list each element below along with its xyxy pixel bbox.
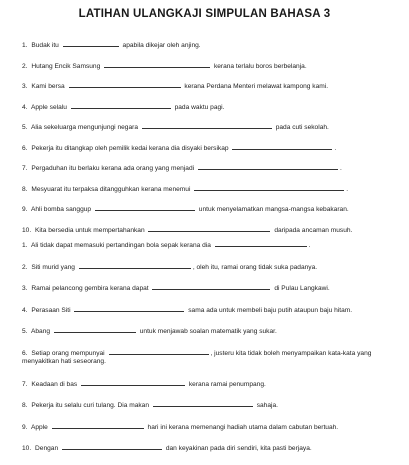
answer-blank[interactable] — [153, 400, 253, 407]
question-text-before: Mesyuarat itu terpaksa ditangguhkan kerana menemui — [31, 185, 191, 193]
question-text-after: kerana ramai penumpang. — [188, 380, 266, 388]
question-text-after: hari ini kerana memenangi hadiah utama dalam cabutan bertuah. — [147, 423, 339, 431]
answer-blank[interactable] — [79, 262, 191, 269]
question-text-after: pada cuti sekolah. — [275, 124, 329, 131]
question-text-before: Kami bersa — [31, 83, 65, 90]
question-number: 9. — [22, 423, 28, 431]
question-text-after: daripada ancaman musuh. — [274, 226, 353, 234]
question-number: 6. — [22, 144, 28, 152]
answer-blank[interactable] — [69, 81, 181, 88]
answer-blank[interactable] — [232, 143, 332, 150]
question-number: 7. — [22, 380, 28, 388]
question-number: 2. — [22, 263, 28, 271]
question-number: 5. — [22, 124, 28, 131]
question-item — [22, 262, 394, 284]
question-text-before: Abang — [30, 328, 51, 335]
answer-blank[interactable] — [62, 443, 162, 450]
question-text-after: . — [308, 242, 311, 249]
answer-blank[interactable] — [142, 122, 272, 129]
question-number: 8. — [22, 185, 28, 193]
question-list-part-1 — [22, 40, 394, 245]
question-item — [22, 143, 394, 164]
answer-blank[interactable] — [81, 379, 185, 386]
question-text-after: . — [339, 165, 342, 172]
question-text-after: dan keyakinan pada diri sendiri, kita pasti berjaya. — [165, 445, 312, 452]
question-item — [22, 422, 394, 444]
question-text-before: Apple — [30, 423, 48, 431]
question-text-before: Setiap orang mempunyai — [31, 349, 105, 357]
question-text-after: pada waktu pagi. — [174, 103, 225, 111]
question-item — [22, 326, 394, 348]
question-text-before: Ali tidak dapat memasuki pertandingan bola sepak kerana dia — [30, 242, 211, 249]
question-item — [22, 122, 394, 143]
answer-blank[interactable] — [74, 305, 184, 312]
answer-blank[interactable] — [215, 240, 307, 247]
question-text-after: , oleh itu, ramai orang tidak suka padanya. — [192, 263, 318, 271]
answer-blank[interactable] — [152, 283, 270, 290]
question-text-after: kerana Perdana Menteri melawat kampong kami. — [184, 83, 329, 90]
question-item — [22, 102, 394, 123]
question-text-before: Pergaduhan itu berlaku kerana ada orang yang menjadi — [31, 165, 195, 172]
question-number: 9. — [22, 206, 28, 213]
question-item — [22, 240, 394, 262]
answer-blank[interactable] — [194, 184, 344, 191]
answer-blank[interactable] — [198, 163, 338, 170]
question-text-after: sahaja. — [256, 402, 278, 409]
question-text-before: Hutang Encik Samsung — [31, 62, 101, 70]
answer-blank[interactable] — [95, 204, 195, 211]
question-number: 10. — [22, 226, 32, 234]
worksheet-title: LATIHAN ULANGKAJI SIMPULAN BAHASA 3 — [78, 8, 331, 20]
question-text-before: Alia sekeluarga mengunjungi negara — [30, 124, 139, 131]
question-text-after: . — [346, 185, 349, 193]
question-number: 6. — [22, 349, 28, 357]
question-number: 4. — [22, 306, 28, 314]
question-text-before: Apple selalu — [30, 103, 67, 111]
question-item — [22, 163, 394, 184]
question-item — [22, 204, 394, 225]
answer-blank[interactable] — [104, 61, 210, 68]
question-item — [22, 348, 394, 379]
question-number: 1. — [22, 242, 28, 249]
question-number: 7. — [22, 165, 28, 172]
question-number: 2. — [22, 62, 28, 70]
question-number: 5. — [22, 328, 28, 335]
question-text-after: kerana terlalu boros berbelanja. — [213, 62, 307, 70]
question-text-before: Keadaan di bas — [31, 380, 78, 388]
question-item — [22, 305, 394, 327]
question-item — [22, 61, 394, 82]
question-item — [22, 81, 394, 102]
question-text-after: untuk menyelamatkan mangsa-mangsa kebakaran. — [198, 206, 349, 213]
question-text-after: di Pulau Langkawi. — [274, 285, 330, 292]
question-item — [22, 283, 394, 305]
question-text-before: Dengan — [35, 445, 59, 452]
answer-blank[interactable] — [148, 225, 270, 232]
question-text-after: apabila dikejar oleh anjing. — [122, 42, 201, 49]
question-number: 10. — [22, 445, 32, 452]
question-item — [22, 184, 394, 205]
answer-blank[interactable] — [52, 422, 144, 429]
question-number: 8. — [22, 402, 28, 409]
question-item — [22, 40, 394, 61]
question-list-part-2 — [22, 240, 394, 465]
question-item — [22, 400, 394, 422]
question-number: 4. — [22, 103, 28, 111]
question-item — [22, 443, 394, 465]
answer-blank[interactable] — [109, 348, 209, 355]
question-number: 3. — [22, 285, 28, 292]
answer-blank[interactable] — [63, 40, 119, 47]
question-number: 1. — [22, 42, 28, 49]
question-text-after: sama ada untuk membeli baju putih ataupun baju hitam. — [188, 306, 353, 314]
question-text-after: , justeru kita tidak boleh menyampaikan kata-kata yang menyakitkan hati seseorang. — [22, 349, 372, 365]
question-item — [22, 379, 394, 401]
question-text-before: Siti murid yang — [31, 263, 75, 271]
question-text-before: Kita bersedia untuk mempertahankan — [35, 226, 145, 234]
answer-blank[interactable] — [54, 326, 136, 333]
question-text-before: Budak itu — [31, 42, 59, 49]
question-text-before: Pekerja itu selalu curi tulang. Dia makan — [31, 402, 149, 409]
question-text-before: Pekerja itu ditangkap oleh pemilik kedai kerana dia disyaki bersikap — [31, 144, 229, 152]
question-text-before: Ramai pelancong gembira kerana dapat — [31, 285, 149, 292]
question-text-before: Perasaan Siti — [31, 306, 71, 314]
question-text-before: Ahli bomba sanggup — [30, 206, 92, 213]
question-text-after: . — [334, 144, 337, 152]
question-text-after: untuk menjawab soalan matematik yang sukar. — [139, 328, 277, 335]
question-number: 3. — [22, 83, 28, 90]
answer-blank[interactable] — [71, 102, 171, 109]
